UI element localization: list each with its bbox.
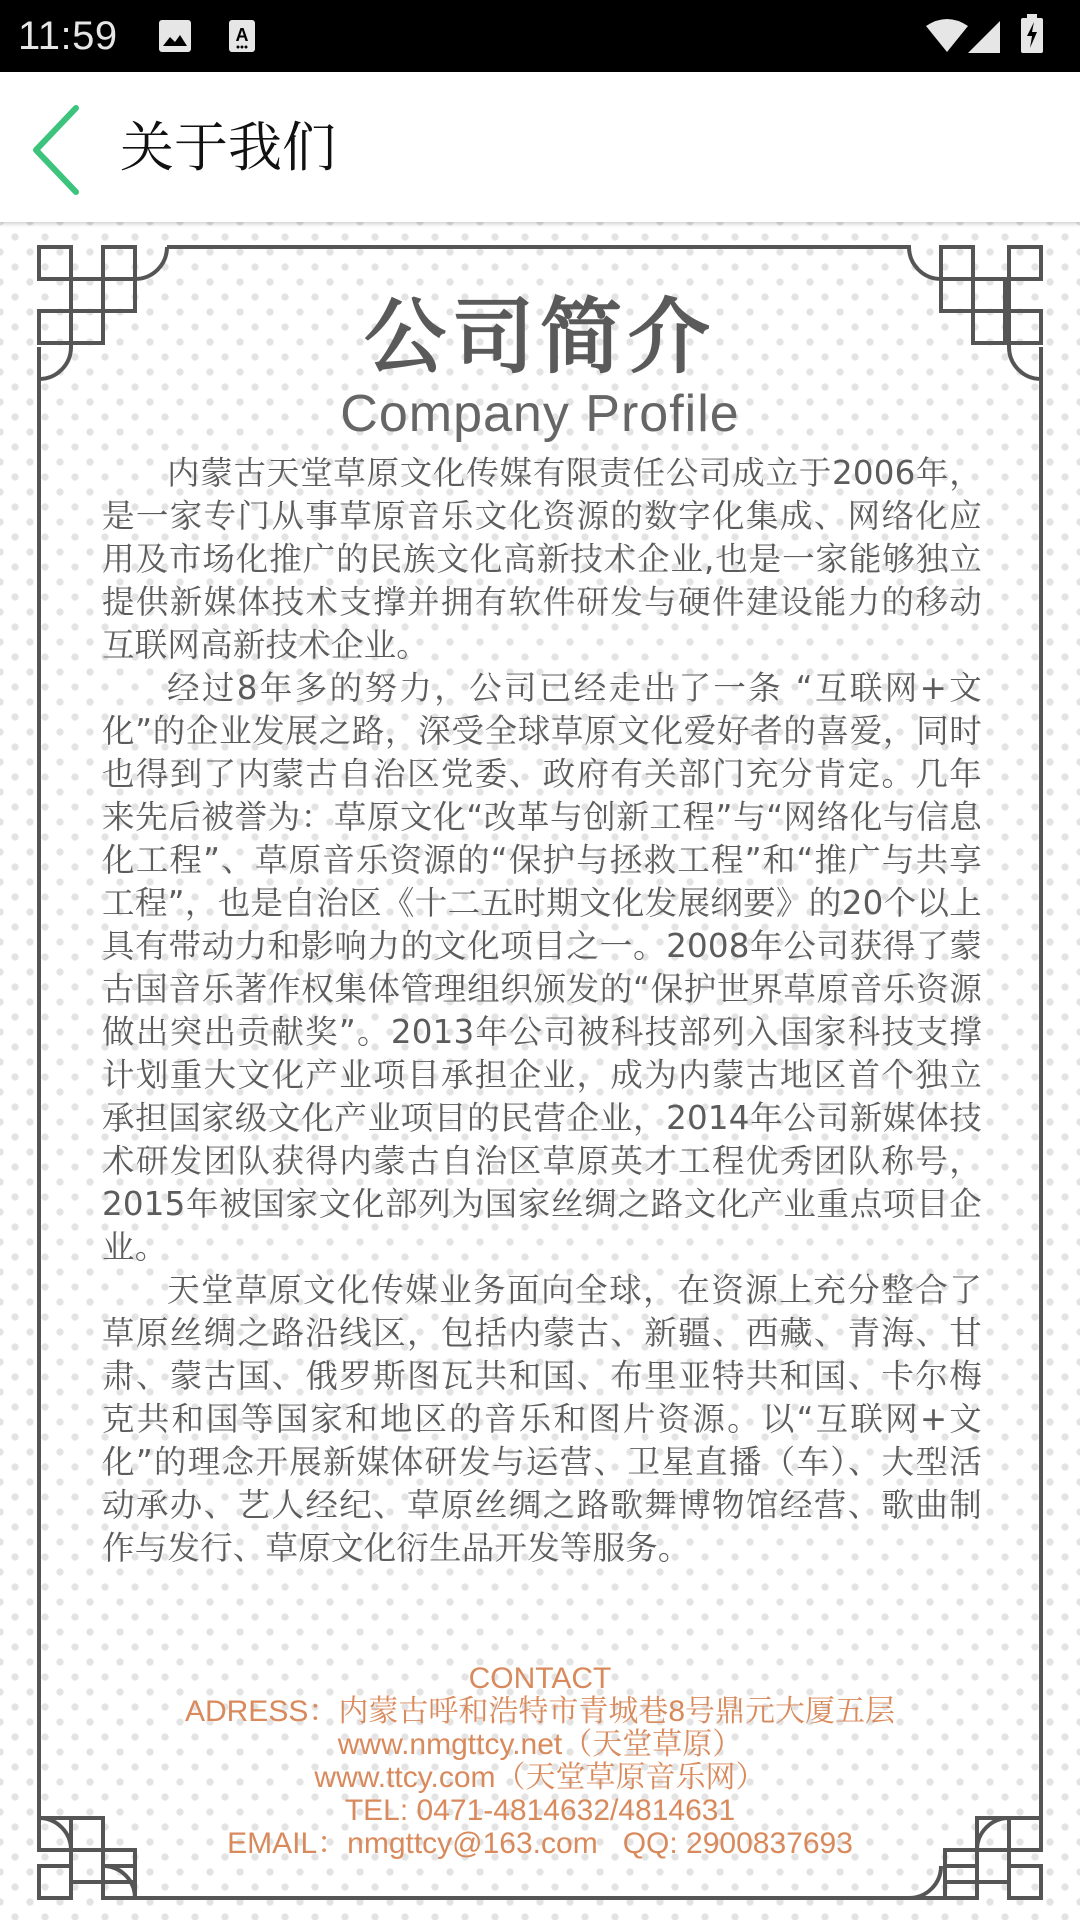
contact-title: CONTACT [468,1662,612,1695]
battery-charging-icon [1020,14,1044,54]
contact-email-qq: EMAIL：nmgttcy@163.com QQ: 2900837693 [227,1827,853,1860]
profile-paragraph: 内蒙古天堂草原文化传媒有限责任公司成立于2006年，是一家专门从事草原音乐文化资源的数字化集成、网络化应用及市场化推广的民族文化高新技术企业,也是一家能够独立提供新媒体技术支撑并拥有软件研发与硬件建设能力的移动互联网高新技术企业。 [102,454,982,664]
contact-block [0,1662,1080,1860]
profile-subheading: Company Profile [340,385,740,443]
profile-paragraph: 天堂草原文化传媒业务面向全球，在资源上充分整合了草原丝绸之路沿线区，包括内蒙古、新疆、西藏、青海、甘肃、蒙古国、俄罗斯图瓦共和国、布里亚特共和国、卡尔梅克共和国等国家和地区的音乐和图片资源。以“互联网+文化”的理念开展新媒体研发与运营、卫星直播（车）、大型活动承办、艺人经纪、草原丝绸之路歌舞博物馆经营、歌曲制作与发行、草原文化衍生品开发等服务。 [102,1271,982,1567]
profile-paragraph: 经过8年多的努力，公司已经走出了一条 “互联网+文化”的企业发展之路，深受全球草原文化爱好者的喜爱，同时也得到了内蒙古自治区党委、政府有关部门充分肯定。几年来先后被誉为：草原文化“改革与创新工程”与“网络化与信息化工程”、草原音乐资源的“保护与拯救工程”和“推广与共享工程”，也是自治区《十二五时期文化发展纲要》的20个以上具有带动力和影响力的文化项目之一。2008年公司获得了蒙古国音乐著作权集体管理组织颁发的“保护世界草原音乐资源做出突出贡献奖”。2013年公司被科技部列入国家科技支撑计划重大文化产业项目承担企业，成为内蒙古地区首个独立承担国家级文化产业项目的民营企业，2014年公司新媒体技术研发团队获得内蒙古自治区草原英才工程优秀团队称号，2015年被国家文化部列为国家丝绸之路文化产业重点项目企业。 [102,669,982,1266]
contact-address: ADRESS：内蒙古呼和浩特市青城巷8号鼎元大厦五层 [184,1695,896,1728]
chevron-left-icon [24,100,94,200]
contact-website-2: www.ttcy.com（天堂草原音乐网） [314,1761,766,1794]
profile-body [102,452,982,1570]
company-profile-image[interactable] [0,222,1080,1920]
svg-text:A: A [235,25,249,45]
app-bar [0,72,1080,222]
text-a-notification-icon [228,19,256,53]
status-time: 11:59 [18,14,118,58]
cell-signal-icon [966,20,1002,54]
wifi-icon [924,16,970,54]
page-title: 关于我们 [120,116,336,179]
contact-tel: TEL: 0471-4814632/4814631 [344,1794,736,1827]
profile-heading: 公司简介 [363,290,716,385]
image-notification-icon [158,19,192,53]
status-bar [0,0,1080,72]
contact-website-1: www.nmgttcy.net（天堂草原） [337,1728,743,1761]
back-button[interactable] [24,100,94,200]
